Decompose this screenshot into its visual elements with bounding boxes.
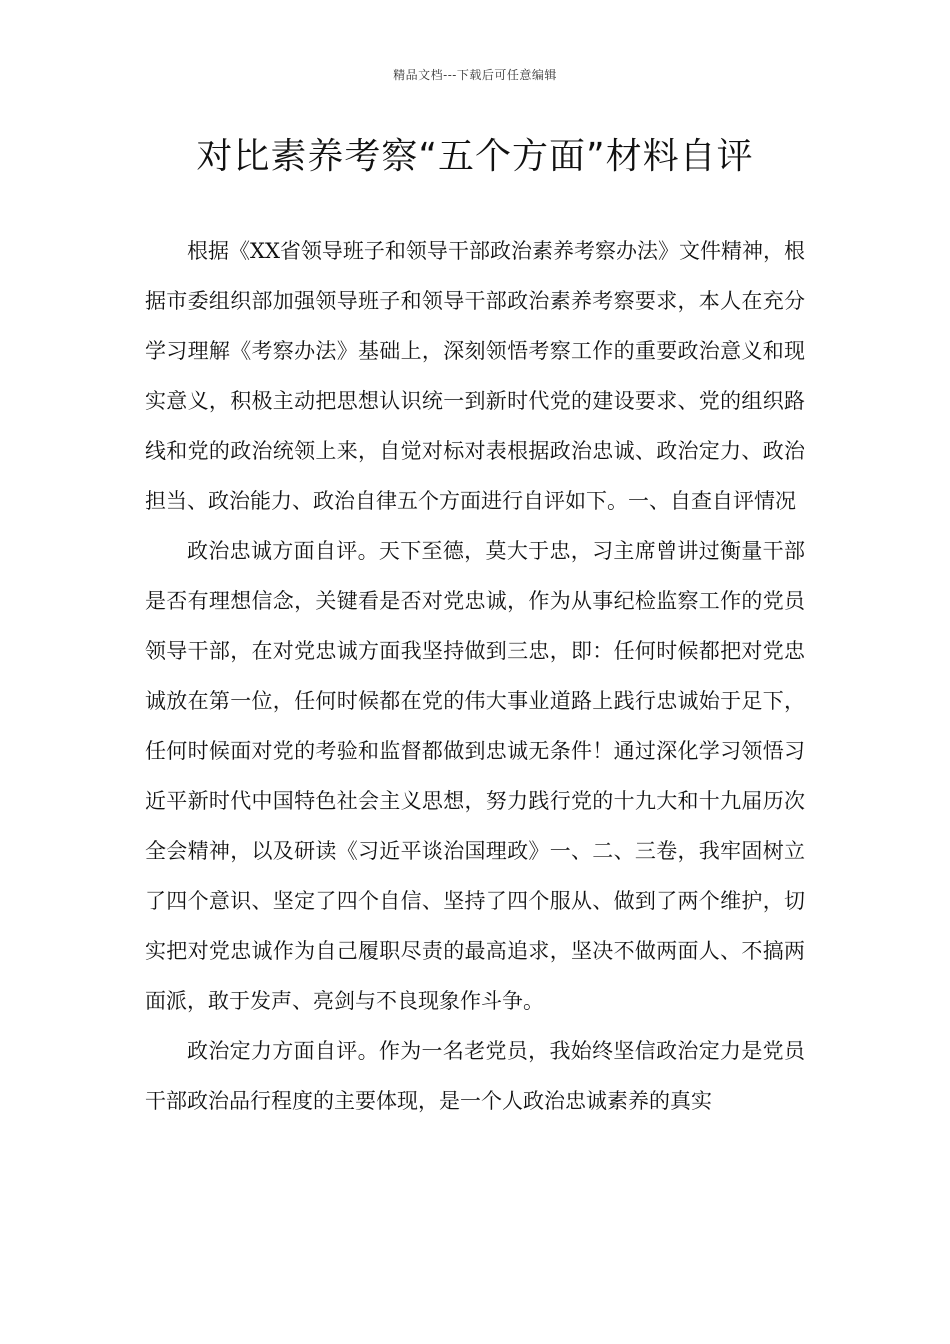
document-title: 对比素养考察“五个方面”材料自评	[196, 136, 754, 177]
paragraph-intro: 根据《XX省领导班子和领导干部政治素养考察办法》文件精神，根据市委组织部加强领导班子和领导干部政治素养考察要求，本人在充分学习理解《考察办法》基础上，深刻领悟考察工作的重要政治意义和现实意义，积极主动把思想认识统一到新时代党的建设要求、党的组织路线和党的政治统领上来，自觉对标对表根据政治忠诚、政治定力、政治担当、政治能力、政治自律五个方面进行自评如下。一、自查自评情况	[145, 239, 805, 513]
paragraph-political-loyalty: 政治忠诚方面自评。天下至德，莫大于忠，习主席曾讲过衡量干部是否有理想信念，关键看是否对党忠诚，作为从事纪检监察工作的党员领导干部，在对党忠诚方面我坚持做到三忠，即：任何时候都把对党忠诚放在第一位，任何时候都在党的伟大事业道路上践行忠诚始于足下，任何时候面对党的考验和监督都做到忠诚无条件！通过深化学习领悟习近平新时代中国特色社会主义思想，努力践行党的十九大和十九届历次全会精神，以及研读《习近平谈治国理政》一、二、三卷，我牢固树立了四个意识、坚定了四个自信、坚持了四个服从、做到了两个维护，切实把对党忠诚作为自己履职尽责的最高追求，坚决不做两面人、不搞两面派，敢于发声、亮剑与不良现象作斗争。	[145, 539, 805, 1013]
document-body	[145, 226, 805, 1126]
header-note: 精品文档---下载后可任意编辑	[393, 68, 557, 82]
paragraph-political-resolve: 政治定力方面自评。作为一名老党员，我始终坚信政治定力是党员干部政治品行程度的主要体现，是一个人政治忠诚素养的真实	[145, 1039, 805, 1113]
